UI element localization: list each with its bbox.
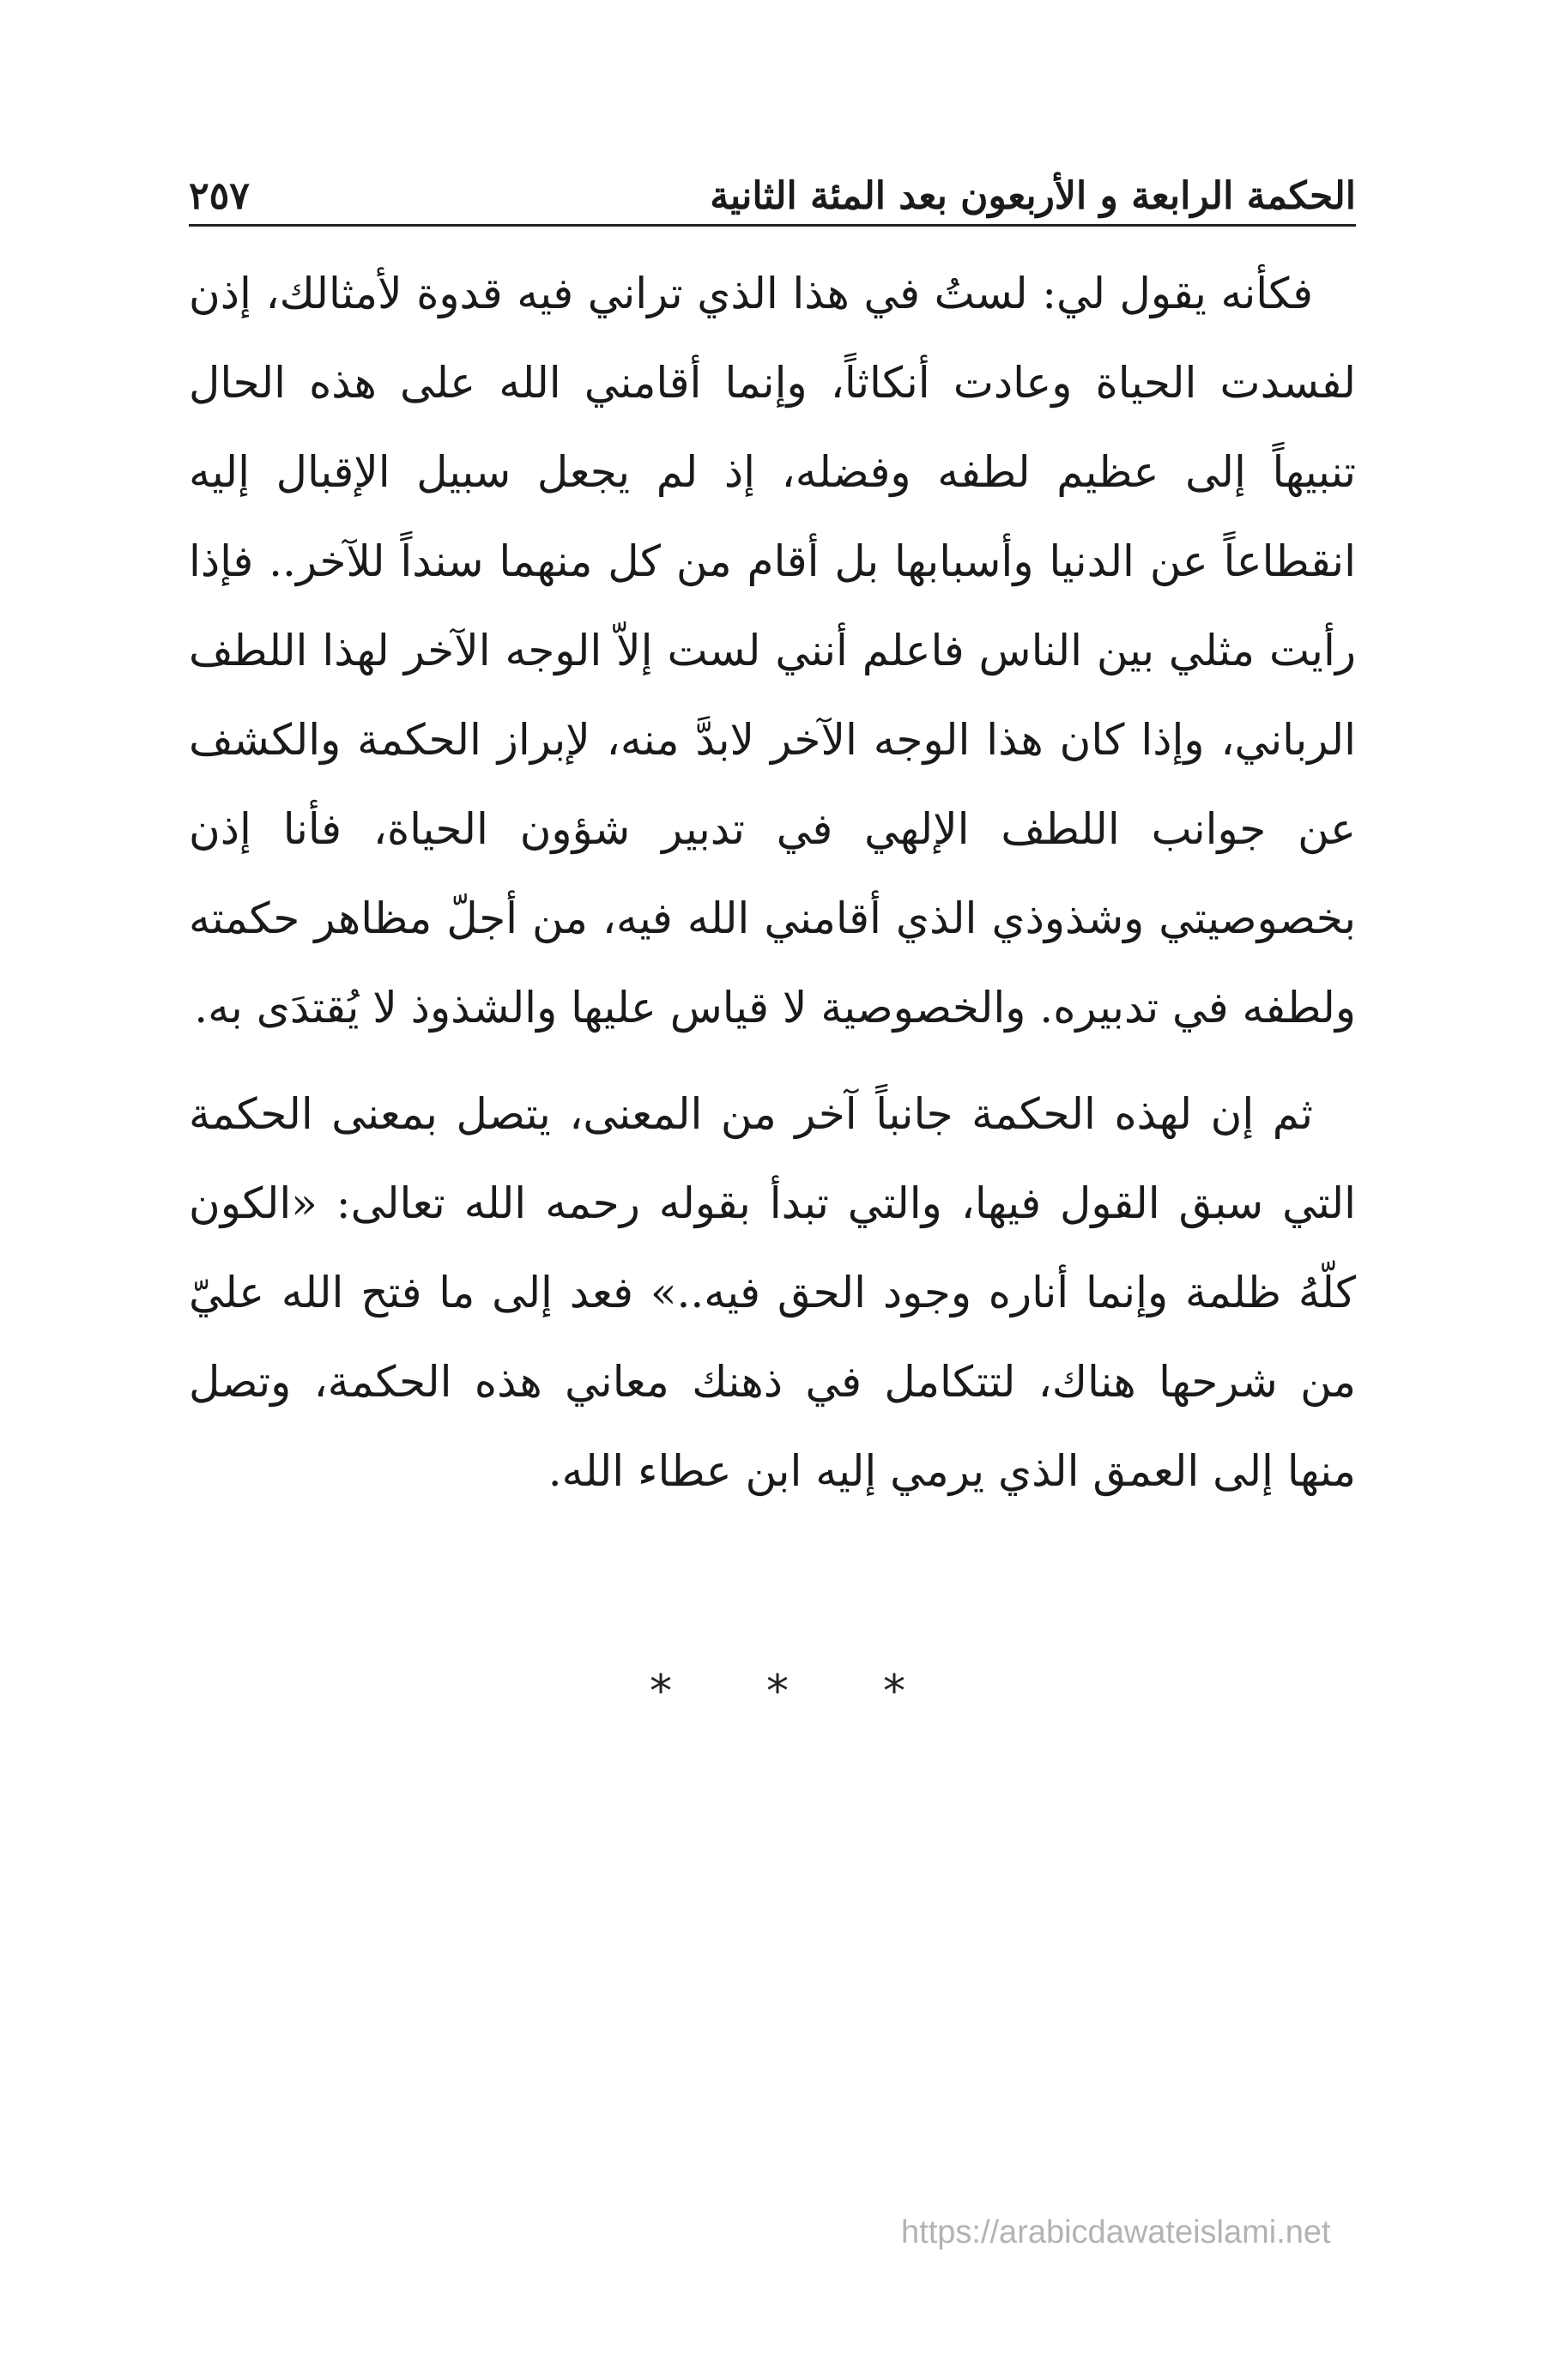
asterisk-1: * [650,1666,672,1717]
asterisk-3: * [883,1666,905,1717]
paragraph-2: ثم إن لهذه الحكمة جانباً آخر من المعنى، يتصل بمعنى الحكمة التي سبق القول فيها، والتي تبدأ بقوله رحمه الله تعالى: «الكون كلّهُ ظلمة وإنما أناره وجود الحق فيه..» فعد إلى ما فتح الله عليّ من شرحها هناك، لتتكامل في ذهنك معاني هذه الحكمة، وتصل منها إلى العمق الذي يرمي إليه ابن عطاء الله. [189,1089,1356,1496]
running-head: الحكمة الرابعة و الأربعون بعد المئة الثانية [710,174,1356,218]
paragraph-1: فكأنه يقول لي: لستُ في هذا الذي تراني فيه قدوة لأمثالك، إذن لفسدت الحياة وعادت أنكاثاً، وإنما أقامني الله على هذه الحال تنبيهاً إلى عظيم لطفه وفضله، إذ لم يجعل سبيل الإقبال إليه انقطاعاً عن الدنيا وأسبابها بل أقام من كل منهما سنداً للآخر.. فإذا رأيت مثلي بين الناس فاعلم أنني لست إلاّ الوجه الآخر لهذا اللطف الرباني، وإذا كان هذا الوجه الآخر لابدَّ منه، لإبراز الحكمة والكشف عن جوانب اللطف الإلهي في تدبير شؤون الحياة، فأنا إذن بخصوصيتي وشذوذي الذي أقامني الله فيه، من أجلّ مظاهر حكمته ولطفه في تدبيره. والخصوصية لا قياس عليها والشذوذ لا يُقتدَى به. [189,269,1356,1033]
watermark-url: https://arabicdawateislami.net [901,2214,1331,2250]
body-text [189,249,1356,1516]
asterisk-2: * [766,1666,789,1717]
section-separator [0,1666,1555,1717]
page-number: ٢٥٧ [189,174,250,218]
page-header [189,153,1356,227]
